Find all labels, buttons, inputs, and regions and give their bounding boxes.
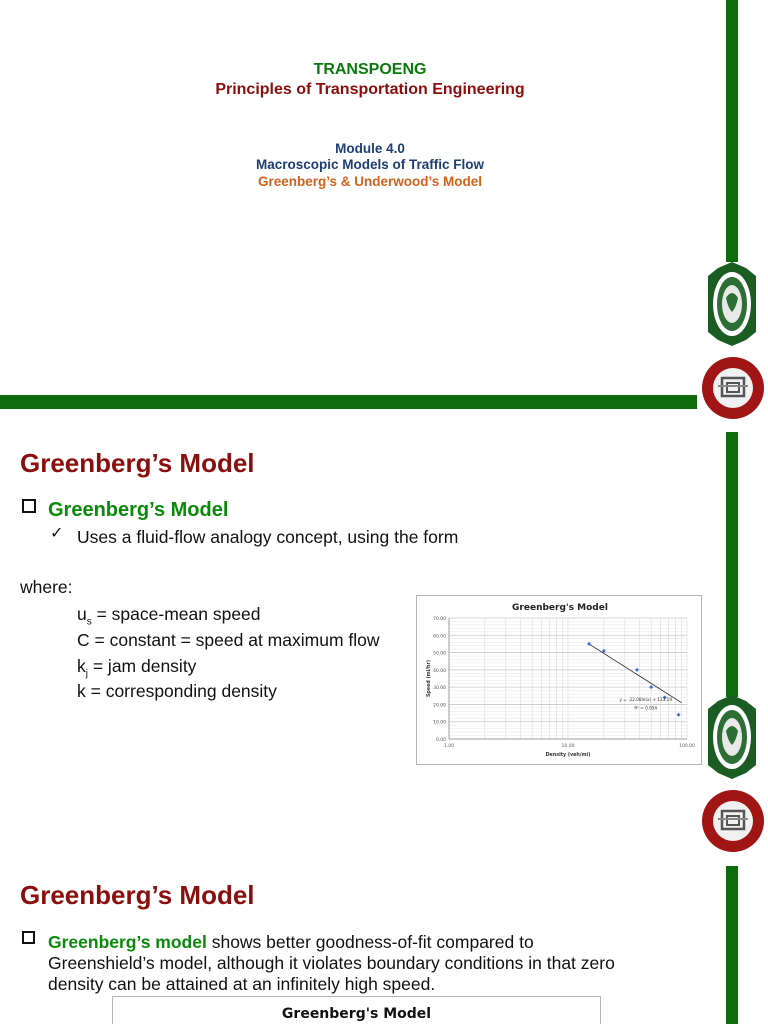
bullet-heading: Greenberg’s Model — [48, 499, 229, 521]
green-vertical-bar — [726, 432, 738, 697]
y-tick-label: 20.00 — [433, 703, 446, 709]
module-number: Module 4.0 — [335, 141, 405, 156]
check-item-text: Uses a fluid-flow analogy concept, using the form — [77, 527, 459, 547]
y-tick-label: 10.00 — [433, 720, 446, 726]
slide-title: Greenberg’s Model — [20, 448, 255, 478]
y-tick-label: 50.00 — [433, 651, 446, 657]
y-tick-label: 0.00 — [435, 738, 446, 743]
y-tick-label: 70.00 — [433, 617, 446, 622]
y-tick-label: 60.00 — [433, 634, 446, 640]
definition-density: k = corresponding density — [77, 681, 277, 701]
title-slide — [0, 0, 768, 425]
checkmark-icon: ✓ — [50, 525, 64, 542]
y-axis-label: Speed (mi/hr) — [427, 659, 432, 698]
green-vertical-bar — [726, 866, 738, 1024]
bullet-line-1: Greenberg’s model shows better goodness-of-fit compared to — [48, 932, 534, 952]
chart-title: Greenberg's Model — [512, 603, 608, 613]
university-seal-icon — [706, 695, 758, 779]
square-bullet-icon — [22, 931, 35, 944]
data-point — [635, 668, 639, 672]
course-title: Principles of Transportation Engineering — [215, 81, 525, 98]
course-code: TRANSPOENG — [313, 61, 427, 78]
x-tick-label: 10.00 — [561, 744, 575, 749]
r-squared: R² = 0.954 — [634, 705, 658, 711]
green-horizontal-bar — [0, 395, 697, 409]
engineering-college-seal-icon — [700, 783, 766, 859]
definition-jam-density: $k_j$ = jam density — [77, 656, 197, 680]
x-axis-label: Density (veh/mi) — [545, 753, 591, 758]
bullet-line-2: Greenshield’s model, although it violates boundary conditions in that zero — [48, 953, 615, 973]
module-subtopic: Greenberg’s & Underwood’s Model — [257, 174, 483, 189]
module-topic: Macroscopic Models of Traffic Flow — [255, 157, 485, 172]
definition-constant: C = constant = speed at maximum flow — [77, 630, 380, 650]
data-point — [649, 685, 653, 689]
definition-speed: $u_s$ = space-mean speed — [77, 604, 261, 628]
where-label: where: — [20, 577, 73, 597]
x-tick-label: 100.00 — [679, 744, 695, 749]
greenberg-chart-2 — [112, 996, 601, 1024]
y-tick-label: 40.00 — [433, 668, 446, 674]
chart-title: Greenberg's Model — [281, 1006, 432, 1022]
bullet-line-3: density can be attained at an infinitely high speed. — [48, 974, 436, 994]
slide-title: Greenberg’s Model — [20, 880, 255, 910]
trendline-equation: y = -22.08ln(x) + 113.19 — [619, 696, 673, 702]
data-point — [677, 713, 681, 717]
greenberg-chart — [416, 595, 702, 765]
data-point — [587, 642, 591, 646]
chart-svg — [417, 596, 703, 766]
y-tick-label: 30.00 — [433, 686, 446, 692]
square-bullet-icon — [22, 499, 36, 513]
university-seal-icon — [706, 262, 758, 346]
x-tick-label: 1.00 — [443, 744, 455, 749]
engineering-college-seal-icon — [700, 350, 766, 426]
green-vertical-bar — [726, 0, 738, 262]
